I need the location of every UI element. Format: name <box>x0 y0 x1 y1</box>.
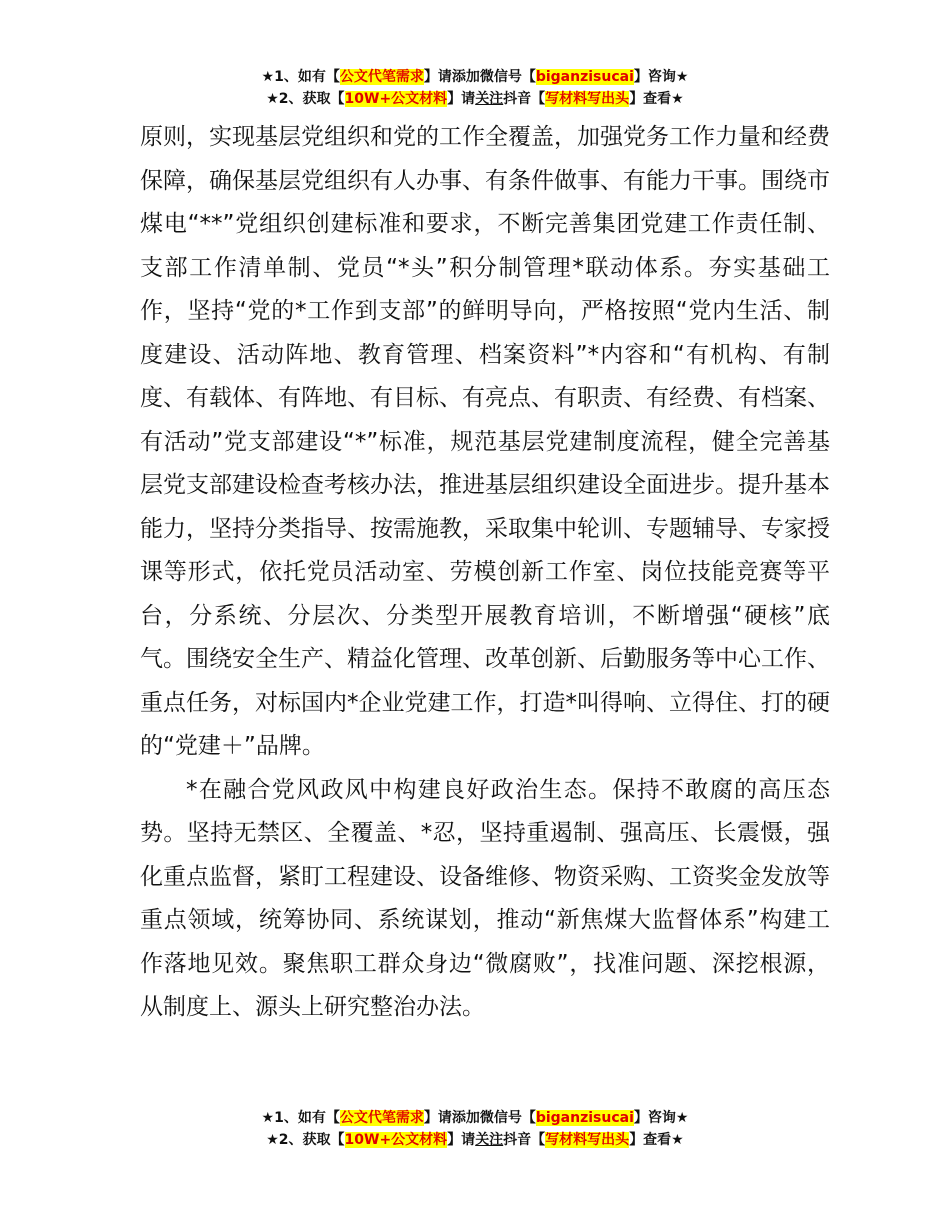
highlight-service: 公文代笔需求 <box>339 1110 424 1126</box>
text-line: 后勤服务等中心工作、重点任务，对标国内*企业党建工作， <box>140 646 830 716</box>
highlight-materials: 10W+公文材料 <box>344 91 448 107</box>
banner-text: 】请 <box>447 1132 476 1148</box>
text-line: 长震慑，强化重点监督，紧盯工程建设、设备维修、物资采购、 <box>140 820 831 890</box>
banner-line-1 <box>0 66 950 88</box>
footer-banner <box>0 1107 950 1151</box>
highlight-wechat-id: biganzisucai <box>535 1110 634 1126</box>
text-line: 理*联动体系。夯实基础工作，坚持“党的*工作到支部”的鲜 <box>140 254 830 324</box>
text-line: *在融合党风政风中构建良好政治生态。保持不敢腐的高 <box>186 776 783 803</box>
paragraph <box>140 116 830 769</box>
header-banner <box>0 66 950 110</box>
banner-underlined-text: 关注 <box>475 1132 504 1148</box>
paragraph <box>140 769 830 1030</box>
banner-text: 】查看★ <box>629 1132 684 1148</box>
banner-text: 】请 <box>447 91 476 107</box>
banner-text: ★1、如有【 <box>261 69 340 85</box>
text-line: 和经费保障，确保基层党组织有人办事、有条件做事、有能力 <box>140 124 830 194</box>
text-line: 理、档案资料”*内容和“有机构、有制度、有载体、有阵地、 <box>140 341 831 411</box>
text-line: 煤大监督体系”构建工作落地见效。聚焦职工群众身边“微腐 <box>140 907 830 977</box>
banner-text: ★1、如有【 <box>261 1110 340 1126</box>
highlight-wechat-id: biganzisucai <box>535 69 634 85</box>
banner-line-1 <box>0 1107 950 1129</box>
text-line: 有目标、有亮点、有职责、有经费、有档案、有活动”党支部 <box>140 385 830 455</box>
banner-text: 】请添加微信号【 <box>423 69 536 85</box>
text-line: 打造*叫得响、立得住、打的硬的“党建＋”品牌。 <box>140 689 830 759</box>
document-body <box>140 116 830 1030</box>
banner-line-2 <box>0 1129 950 1151</box>
banner-text: 】咨询★ <box>633 69 689 85</box>
text-line: 干事。围绕市煤电“**”党组织创建标准和要求，不断完善集 <box>140 167 830 237</box>
highlight-materials: 10W+公文材料 <box>344 1132 448 1148</box>
text-line: 压态势。坚持无禁区、全覆盖、*忍，坚持重遏制、强高压、 <box>140 776 831 846</box>
highlight-douyin-id: 写材料写出头 <box>545 1132 630 1148</box>
text-line: 能力，坚持分类指导、按需施教，采取集中轮训、专题辅导、 <box>140 515 761 542</box>
text-line: 工资奖金发放等重点领域，统筹协同、系统谋划，推动“新焦 <box>140 863 830 933</box>
banner-text: 】咨询★ <box>633 1110 689 1126</box>
banner-text: 】查看★ <box>629 91 684 107</box>
banner-text: ★2、获取【 <box>266 91 345 107</box>
text-line: 团党建工作责任制、支部工作清单制、党员“*头”积分制管 <box>140 211 831 281</box>
banner-text: 抖音【 <box>503 91 546 107</box>
highlight-douyin-id: 写材料写出头 <box>545 91 630 107</box>
banner-text: 抖音【 <box>503 1132 546 1148</box>
text-line: 部建设检查考核办法，推进基层组织建设全面进步。提升基本 <box>209 472 830 498</box>
text-line: 专家授课等形式，依托党员活动室、劳模创新工作室、岗位技 <box>140 515 830 585</box>
banner-text: ★2、获取【 <box>266 1132 345 1148</box>
banner-underlined-text: 关注 <box>475 91 504 107</box>
text-line: 败”，找准问题、深挖根源，从制度上、源头上研究整治办法。 <box>140 950 830 1020</box>
banner-text: 】请添加微信号【 <box>423 1110 536 1126</box>
text-line: 明导向，严格按照“党内生活、制度建设、活动阵地、教育管 <box>140 298 830 368</box>
text-line: 原则，实现基层党组织和党的工作全覆盖，加强党务工作力量 <box>140 124 761 150</box>
text-line: 增强“硬核”底气。围绕安全生产、精益化管理、改革创新、 <box>140 602 830 672</box>
banner-line-2 <box>0 88 950 110</box>
text-line: 建设“*”标准，规范基层党建制度流程，健全完善基层党支 <box>140 428 830 498</box>
highlight-service: 公文代笔需求 <box>339 69 424 85</box>
text-line: 能竞赛等平台，分系统、分层次、分类型开展教育培训，不断 <box>140 559 831 629</box>
